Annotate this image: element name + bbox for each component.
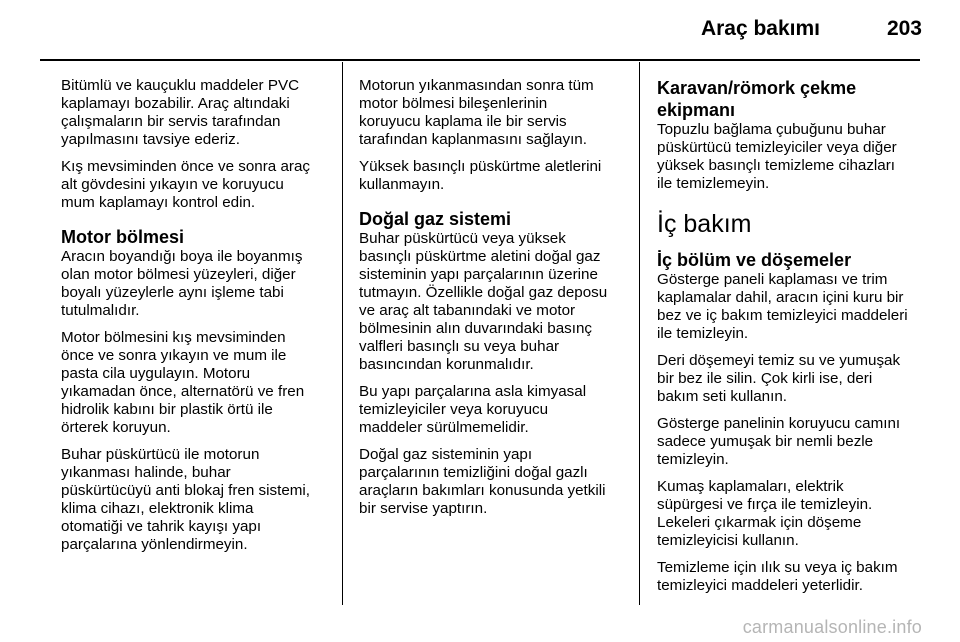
- paragraph: [61, 446, 331, 554]
- paragraph: [61, 77, 331, 149]
- column-divider-2: [639, 62, 640, 605]
- text-line: Yüksek basınçlı püskürtme aletlerini: [359, 158, 602, 175]
- paragraph: [61, 329, 331, 437]
- column-3: [657, 77, 923, 595]
- text-line: bez ve iç bakım temizleyici maddeleri: [657, 307, 908, 324]
- text-line: kaplamayı bozabilir. Araç altındaki: [61, 95, 290, 112]
- text-line: Motorun yıkanmasından sonra tüm: [359, 77, 594, 94]
- text-line: tutmayın. Özellikle doğal gaz deposu: [359, 284, 608, 301]
- text-line: yüksek basınçlı temizleme cihazları: [657, 157, 896, 174]
- text-line: bölmesinin alın duvarındaki basınç: [359, 320, 593, 337]
- text-line: araçların bakımları konusunda yetkili: [359, 482, 606, 499]
- column-1: [61, 77, 331, 554]
- page-number: 203: [886, 17, 922, 40]
- text-line: klima cihazı, elektronik klima: [61, 500, 254, 517]
- paragraph: [359, 446, 627, 518]
- paragraph: [657, 559, 923, 595]
- text-line: Doğal gaz sisteminin yapı: [359, 446, 533, 463]
- text-line: motor bölmesi bileşenlerinin: [359, 95, 548, 112]
- text-line: Buhar püskürtücü ile motorun: [61, 446, 260, 463]
- paragraph: [61, 158, 331, 212]
- paragraph: [359, 77, 627, 149]
- text-line: olan motor bölmesi yüzeyleri, diğer: [61, 266, 296, 283]
- text-line: tarafından kaplanmasını sağlayın.: [359, 131, 587, 148]
- paragraph: [657, 271, 923, 343]
- section-heading-upholstery: İç bölüm ve döşemeler: [657, 250, 852, 270]
- text-line: yıkamadan önce, alternatörü ve fren: [61, 383, 305, 400]
- paragraph: [657, 352, 923, 406]
- paragraph: [657, 121, 923, 193]
- text-line: Deri döşemeyi temiz su ve yumuşak: [657, 352, 901, 369]
- text-line: Bu yapı parçalarına asla kimyasal: [359, 383, 587, 400]
- text-line: Karavan/römork çekme: [657, 78, 857, 98]
- text-line: maddeler sürülmemelidir.: [359, 419, 529, 436]
- text-line: basınçlı püskürtme aletini doğal gaz: [359, 248, 601, 265]
- text-line: parçalarının temizliğini doğal gazlı: [359, 464, 588, 481]
- text-line: sadece yumuşak bir nemli bezle: [657, 433, 874, 450]
- header-divider: [40, 59, 920, 61]
- text-line: Topuzlu bağlama çubuğunu buhar: [657, 121, 886, 138]
- text-line: yapılmasını tavsiye ederiz.: [61, 131, 240, 148]
- text-line: Gösterge panelinin koruyucu camını: [657, 415, 901, 432]
- paragraph: [61, 248, 331, 320]
- text-line: püskürtücü temizleyiciler veya diğer: [657, 139, 897, 156]
- text-line: örterek koruyun.: [61, 419, 171, 436]
- paragraph: [359, 230, 627, 374]
- text-line: temizleyiciler veya koruyucu: [359, 401, 549, 418]
- text-line: parçalarına yönlendirmeyin.: [61, 536, 248, 553]
- text-line: çalışmaların bir servis tarafından: [61, 113, 281, 130]
- text-line: boyalı yüzeylerle aynı işleme tabi: [61, 284, 284, 301]
- text-line: önce ve sonra yıkayın ve mum ile: [61, 347, 287, 364]
- text-line: bir bez ile silin. Çok kirli ise, deri: [657, 370, 873, 387]
- text-line: Lekeleri çıkarmak için döşeme: [657, 514, 862, 531]
- text-line: mum kaplamayı kontrol edin.: [61, 194, 256, 211]
- text-line: tutulmalıdır.: [61, 302, 140, 319]
- section-heading-motor: Motor bölmesi: [61, 227, 185, 247]
- text-line: ekipmanı: [657, 100, 736, 120]
- column-2: [359, 77, 627, 518]
- text-line: sisteminin yapı parçalarının üzerine: [359, 266, 598, 283]
- chapter-heading-interior-care: İç bakım: [657, 210, 752, 238]
- text-line: ile temizlemeyin.: [657, 175, 770, 192]
- text-line: Gösterge paneli kaplaması ve trim: [657, 271, 888, 288]
- text-line: temizleyici maddeleri yeterlidir.: [657, 577, 863, 594]
- text-line: yıkanması halinde, buhar: [61, 464, 231, 481]
- page-header-title: Araç bakımı: [700, 17, 820, 40]
- text-line: Kumaş kaplamaları, elektrik: [657, 478, 844, 495]
- text-line: koruyucu kaplama ile bir servis: [359, 113, 567, 130]
- text-line: temizleyicisi kullanın.: [657, 532, 799, 549]
- text-line: Aracın boyandığı boya ile boyanmış: [61, 248, 303, 265]
- paragraph: [359, 383, 627, 437]
- text-line: Motor bölmesini kış mevsiminden: [61, 329, 286, 346]
- paragraph: [657, 415, 923, 469]
- text-line: bir servise yaptırın.: [359, 500, 488, 517]
- paragraph: [657, 478, 923, 550]
- text-line: otomatiği ve tahrik kayışı yapı: [61, 518, 262, 535]
- text-line: Buhar püskürtücü veya yüksek: [359, 230, 566, 247]
- text-line: pasta cila uygulayın. Motoru: [61, 365, 251, 382]
- text-line: hidrolik kabını bir plastik örtü ile: [61, 401, 273, 418]
- text-line: alt gövdesini yıkayın ve koruyucu: [61, 176, 284, 193]
- paragraph: [359, 158, 627, 194]
- text-line: püskürtücüyü anti blokaj fren sistemi,: [61, 482, 311, 499]
- text-line: süpürgesi ve fırça ile temizleyin.: [657, 496, 873, 513]
- text-line: valfleri basınçlı su veya buhar: [359, 338, 560, 355]
- text-line: ile temizleyin.: [657, 325, 749, 342]
- text-line: Temizleme için ılık su veya iç bakım: [657, 559, 898, 576]
- column-divider-1: [342, 62, 343, 605]
- text-line: kaplamalar dahil, aracın içini kuru bir: [657, 289, 904, 306]
- text-line: Kış mevsiminden önce ve sonra araç: [61, 158, 311, 175]
- text-line: bakım seti kullanın.: [657, 388, 787, 405]
- section-heading-gas-system: Doğal gaz sistemi: [359, 209, 512, 229]
- text-line: Bitümlü ve kauçuklu maddeler PVC: [61, 77, 300, 94]
- section-heading-trailer: [657, 77, 923, 121]
- watermark-text: carmanualsonline.info: [742, 617, 922, 637]
- text-line: ve araç alt tabanındaki ve motor: [359, 302, 576, 319]
- text-line: basıncından korunmalıdır.: [359, 356, 534, 373]
- text-line: temizleyin.: [657, 451, 729, 468]
- text-line: kullanmayın.: [359, 176, 445, 193]
